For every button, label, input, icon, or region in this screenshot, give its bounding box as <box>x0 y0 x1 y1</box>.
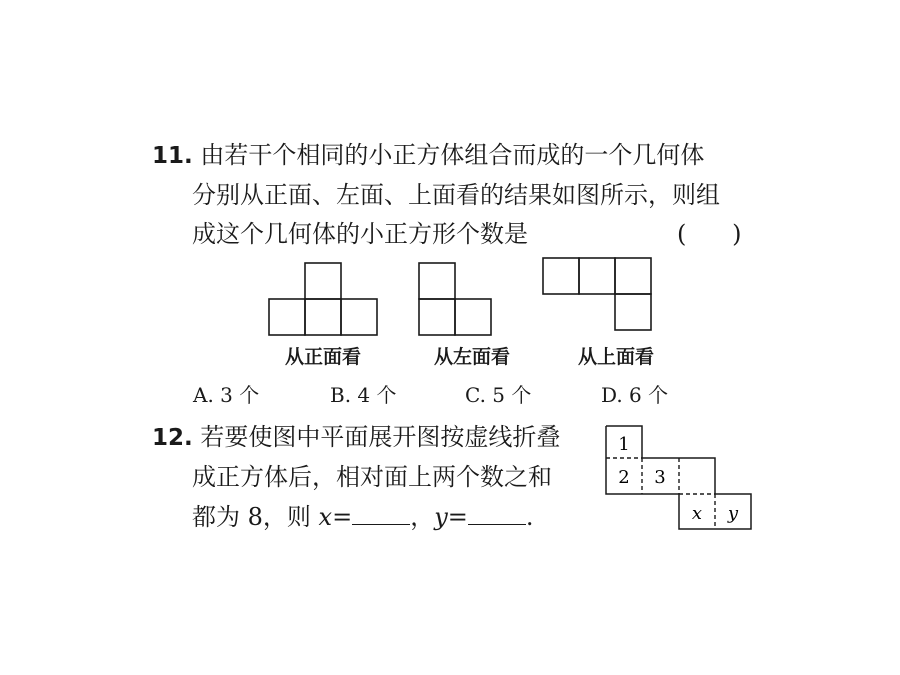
front-view-figure <box>268 260 383 340</box>
q11-text-1: 由若干个相同的小正方体组合而成的一个几何体 <box>200 141 705 169</box>
option-a[interactable]: A. 3 个 <box>193 383 260 407</box>
x-answer-blank[interactable] <box>352 504 410 525</box>
y-answer-blank[interactable] <box>468 504 526 525</box>
net-label-y: y <box>727 503 739 524</box>
q11-line-3: 成这个几何体的小正方形个数是 <box>192 220 528 248</box>
option-b[interactable]: B. 4 个 <box>330 383 397 407</box>
q12-text-1: 若要使图中平面展开图按虚线折叠 <box>200 423 561 451</box>
top-view-caption: 从上面看 <box>578 346 655 368</box>
q12-line-1 <box>152 422 560 453</box>
q11-number: 11. <box>152 143 193 169</box>
x-label: x= <box>318 503 353 531</box>
net-label-1: 1 <box>618 434 630 455</box>
q12-line-2: 成正方体后，相对面上两个数之和 <box>192 463 552 491</box>
separator: ， <box>410 503 435 531</box>
end-period: . <box>525 503 534 531</box>
q11-line-2: 分别从正面、左面、上面看的结果如图所示，则组 <box>192 181 720 209</box>
option-c[interactable]: C. 5 个 <box>465 383 532 407</box>
q11-line-1 <box>152 140 704 171</box>
q12-text-3: 都为 8，则 <box>192 503 319 531</box>
net-label-x: x <box>691 503 703 524</box>
front-view-caption: 从正面看 <box>285 346 362 368</box>
top-view-figure <box>541 256 656 336</box>
q12-number: 12. <box>152 425 193 451</box>
net-label-3: 3 <box>654 467 666 488</box>
option-d[interactable]: D. 6 个 <box>601 383 669 407</box>
q12-line-3 <box>192 502 534 532</box>
cube-net-figure <box>600 422 760 537</box>
y-label: y= <box>434 503 468 531</box>
left-view-figure <box>418 260 498 340</box>
net-label-2: 2 <box>618 467 630 488</box>
left-view-caption: 从左面看 <box>434 346 511 368</box>
q11-answer-paren: ( ) <box>677 220 742 248</box>
